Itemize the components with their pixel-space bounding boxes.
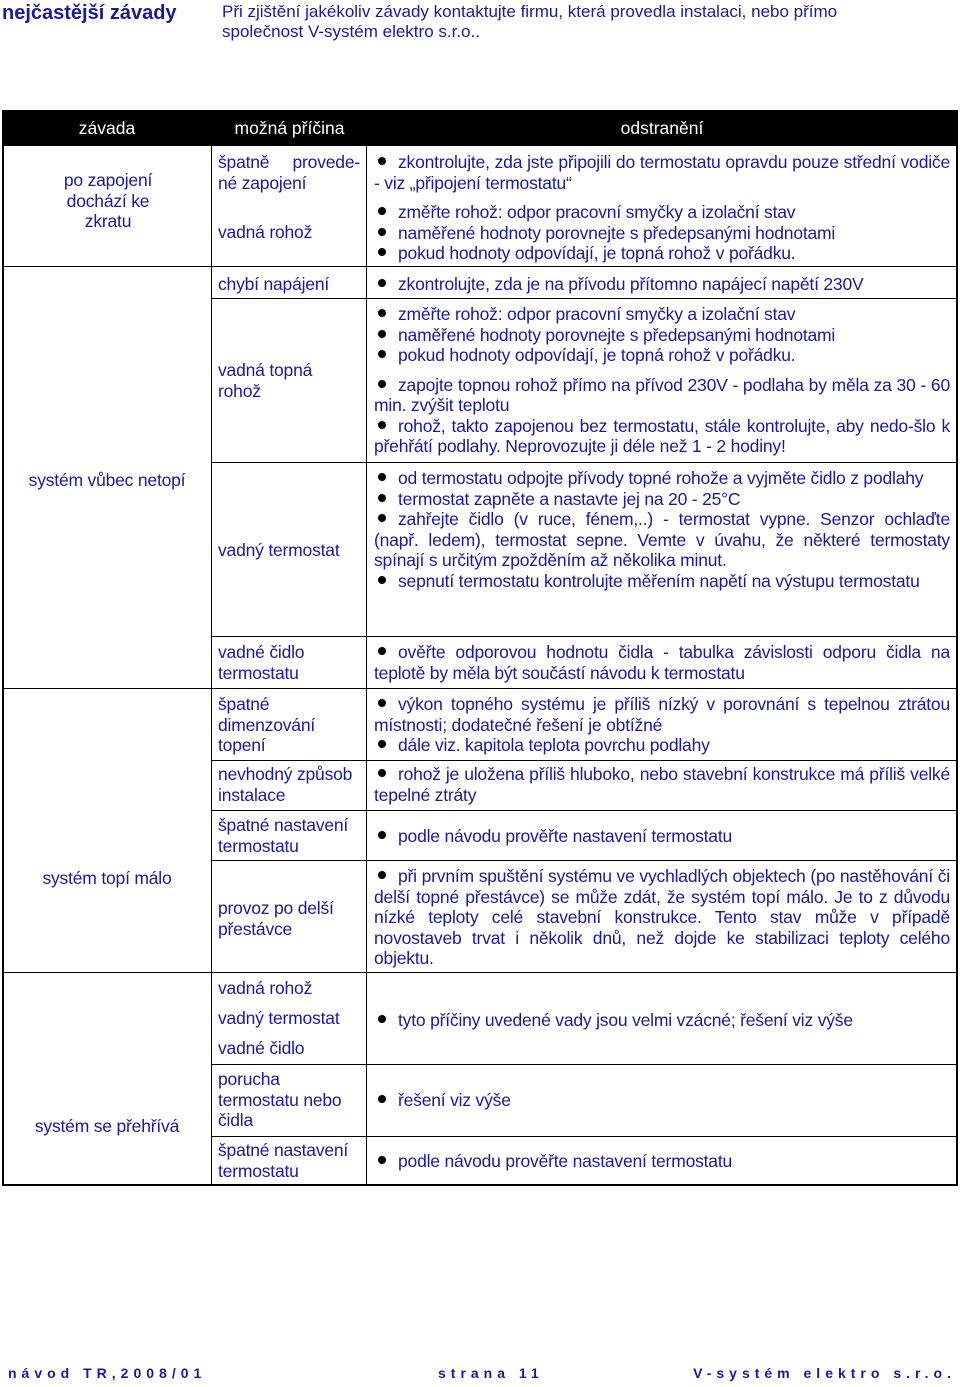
cause-thermostat-or-sensor-failure: porucha termostatu nebo čidla (218, 1069, 342, 1130)
cause-faulty-thermostat-2: vadný termostat (218, 1008, 340, 1028)
cause-faulty-sensor: vadné čidlo termostatu (218, 642, 305, 683)
bullet-icon (378, 248, 386, 256)
page-footer (8, 1362, 956, 1384)
row-divider (212, 810, 958, 811)
bullet-icon (378, 421, 386, 429)
column-divider-2 (366, 146, 367, 1186)
row-divider (212, 636, 958, 637)
cause-faulty-heating-mat: vadná topná rohož (218, 360, 313, 401)
bullet-icon (378, 831, 386, 839)
column-header-fault: závada (78, 118, 136, 138)
fix-measure-mat: změřte rohož: odpor pracovní smyčky a izolační stav naměřené hodnoty porovnejte s předepsanými hodnotami pokud hodnoty odpovídají, je topná rohož v pořádku. (374, 202, 950, 264)
row-divider (212, 760, 958, 761)
bullet-icon (378, 473, 386, 481)
bullet-icon (378, 330, 386, 338)
bullet-icon (378, 309, 386, 317)
bullet-icon (378, 740, 386, 748)
fix-installation: rohož je uložena příliš hluboko, nebo stavební konstrukce má příliš velké tepelné ztráty (374, 764, 950, 805)
cause-faulty-mat: vadná rohož (218, 222, 313, 242)
cause-wrong-connection: špatně provede-né zapojení (218, 152, 360, 193)
row-divider (2, 972, 958, 973)
row-divider (212, 1064, 958, 1065)
row-divider (212, 860, 958, 861)
fix-check-sensor: ověřte odporovou hodnotu čidla - tabulka závislosti odporu čidla na teplotě by měla být součástí návodu k termostatu (374, 642, 950, 683)
bullet-icon (378, 380, 386, 388)
bullet-icon (378, 647, 386, 655)
bullet-icon (378, 207, 386, 215)
bullet-icon (378, 1015, 386, 1023)
bullet-icon (378, 514, 386, 522)
bullet-icon (378, 871, 386, 879)
fault-overheating: systém se přehřívá (34, 1116, 180, 1136)
cause-faulty-sensor-2: vadné čidlo (218, 1038, 305, 1058)
bullet-icon (378, 1095, 386, 1103)
row-divider (212, 298, 958, 299)
bullet-icon (378, 279, 386, 287)
fix-check-connection: zkontrolujte, zda jste připojili do termostatu opravdu pouze střední vodiče - viz „připojení termostatu“ (374, 152, 950, 193)
row-divider (212, 462, 958, 463)
cause-no-power: chybí napájení (218, 274, 330, 294)
fix-settings: podle návodu prověřte nastavení termostatu (374, 826, 950, 847)
row-divider (2, 266, 958, 267)
cause-wrong-settings-2: špatné nastavení termostatu (218, 1140, 349, 1181)
table-border-bottom (2, 1184, 958, 1186)
fix-check-power: zkontrolujte, zda je na přívodu přítomno napájecí napětí 230V (374, 274, 950, 295)
table-border-right (956, 146, 958, 1186)
column-divider-1 (211, 146, 212, 1186)
bullet-icon (378, 228, 386, 236)
page-title: nejčastější závady (2, 2, 177, 24)
fix-long-break: při prvním spuštění systému ve vychladlých objektech (po nastěhování či delší topné přestávce) se může zdát, že systém topí málo. Je to z důvodu nízké teploty celé stavební konstrukce. Tento stav může v případě novostaveb trvat i několik dnů, než dojde ke stabilizaci teploty celého objektu. (374, 866, 950, 968)
bullet-icon (378, 769, 386, 777)
fix-sizing: výkon topného systému je příliš nízký v porovnání s tepelnou ztrátou místnosti; dodatečné řešení je obtížné dále viz. kapitola teplota povrchu podlahy (374, 694, 950, 755)
bullet-icon (378, 157, 386, 165)
footer-page-number: strana 11 (438, 1365, 544, 1381)
fix-test-thermostat: od termostatu odpojte přívody topné rohože a vyjměte čidlo z podlahy termostat zapněte a nastavte jej na 20 - 25°C zahřejte čidlo (v ruce, fénem,..) - termostat vypne. Senzor ochlaďte (např. ledem), termostat sepne. Vemte v úvahu, že některé termostaty spínají s určitým zpožděním až několika minut. sepnutí termostatu kontrolujte měřením napětí na výstupu termostatu (374, 468, 950, 591)
contact-notice: Při zjištění jakékoliv závady kontaktujte firmu, která provedla instalaci, nebo přímo společnost V-systém elektro s.r.o.. (222, 2, 838, 41)
bullet-icon (378, 699, 386, 707)
cause-faulty-thermostat: vadný termostat (218, 540, 340, 560)
footer-document-id: návod TR,2008/01 (8, 1365, 207, 1381)
fault-not-heating: systém vůbec netopí (28, 470, 186, 490)
fault-heats-too-little: systém topí málo (42, 868, 172, 888)
bullet-icon (378, 576, 386, 584)
bullet-icon (378, 1156, 386, 1164)
column-header-fix: odstranění (620, 118, 704, 138)
column-header-cause: možná příčina (234, 118, 345, 138)
fix-test-heating-mat: změřte rohož: odpor pracovní smyčky a izolační stav naměřené hodnoty porovnejte s předepsanými hodnotami pokud hodnoty odpovídají, je topná rohož v pořádku. zapojte topnou rohož přímo na přívod 230V - podlaha by měla za 30 - 60 min. zvýšit teplotu rohož, takto zapojenou bez termostatu, stále kontrolujte, aby nedo-šlo k přehřátí podlahy. Neprovozujte ji déle než 1 - 2 hodiny! (374, 304, 950, 456)
cause-wrong-sizing: špatné dimenzování topení (218, 694, 316, 755)
bullet-icon (378, 494, 386, 502)
row-divider (212, 1136, 958, 1137)
cause-long-break: provoz po delší přestávce (218, 898, 334, 939)
fix-see-above: řešení viz výše (374, 1090, 950, 1111)
row-divider (2, 688, 958, 689)
cause-unsuitable-installation: nevhodný způsob instalace (218, 764, 353, 805)
cause-wrong-settings: špatné nastavení termostatu (218, 815, 349, 856)
footer-company: V-systém elektro s.r.o. (693, 1365, 956, 1381)
fault-short-circuit: po zapojení dochází ke zkratu (63, 170, 153, 231)
bullet-icon (378, 350, 386, 358)
table-border-left (2, 146, 4, 1186)
cause-faulty-mat-2: vadná rohož (218, 978, 313, 998)
fix-settings-2: podle návodu prověřte nastavení termostatu (374, 1151, 950, 1172)
fix-rare-faults: tyto příčiny uvedené vady jsou velmi vzácné; řešení viz výše (374, 1010, 950, 1031)
